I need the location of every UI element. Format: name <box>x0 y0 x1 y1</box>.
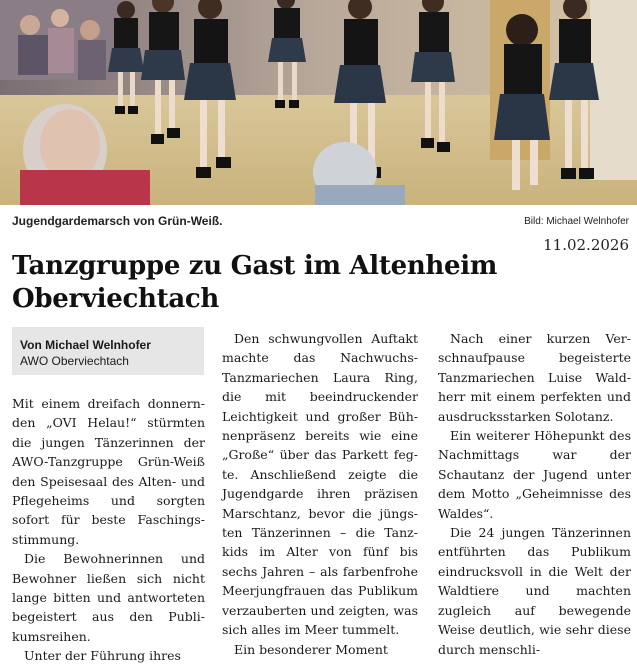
headline: Tanzgruppe zu Gast im Altenheim Oberviechtach <box>12 251 498 314</box>
article-date: 11.02.2026 <box>543 236 629 254</box>
author-name: Von Michael Welnhofer <box>20 338 151 352</box>
paragraph: Ein besonderer Moment <box>234 641 388 657</box>
paragraph: Den schwungvollen Auftakt machte das Nachwuchs-Tanzmariechen Laura Ring, die mit beeindruckender Leichtigkeit und großer Bühnenpräsenz bereits wie eine „Große“ über das Parkett fegte. Anschließend zeigte die Jugendgarde ihren präzisen Marschtanz, bevor die jüngsten Tänzerinnen – die Tanzkids im Alter von fünf bis sechs Jahren – als farbenfrohe Meerjungfrauen das Publikum verzauberten und zeigten, was sich alles im Meer tummelt. <box>222 331 418 638</box>
photo-caption: Jugendgardemarsch von Grün-Weiß. <box>12 214 223 228</box>
author-box <box>12 327 204 375</box>
column-2 <box>222 329 418 659</box>
paragraph: Ein weiterer Höhepunkt des Nachmittags war der Schautanz der Jugend unter dem Motto „Geheimnisse des Waldes“. <box>438 428 631 521</box>
dancers-photo <box>0 0 637 205</box>
column-1 <box>12 394 205 666</box>
author-org: AWO Oberviechtach <box>20 354 129 368</box>
paragraph: Unter der Führung ihres <box>24 648 181 664</box>
column-3 <box>438 329 631 659</box>
photo-credit: Bild: Michael Welnhofer <box>524 216 629 227</box>
paragraph: Die Bewohnerinnen und Bewohner ließen sich nicht lange bitten und antworteten begeistert aus den Publikumsreihen. <box>12 551 205 644</box>
paragraph: Mit einem dreifach donnernden „OVI Helau!“ stürmten die jungen Tänzerinnen der AWO-Tanzgruppe Grün-Weiß den Speisesaal des Alten- und Pflegeheims und sorgten sofort für beste Faschingsstimmung. <box>12 396 205 547</box>
paragraph: Die 24 jungen Tänzerinnen entführten das Publikum eindrucksvoll in die Welt der Waldtiere und machten zugleich auf bewegende Weise deutlich, wie sehr diese durch menschli- <box>438 525 631 657</box>
paragraph: Nach einer kurzen Verschnaufpause begeisterte Tanzmariechen Luise Waldherr mit einem perfekten und ausdrucksstarken Solotanz. <box>438 331 631 424</box>
